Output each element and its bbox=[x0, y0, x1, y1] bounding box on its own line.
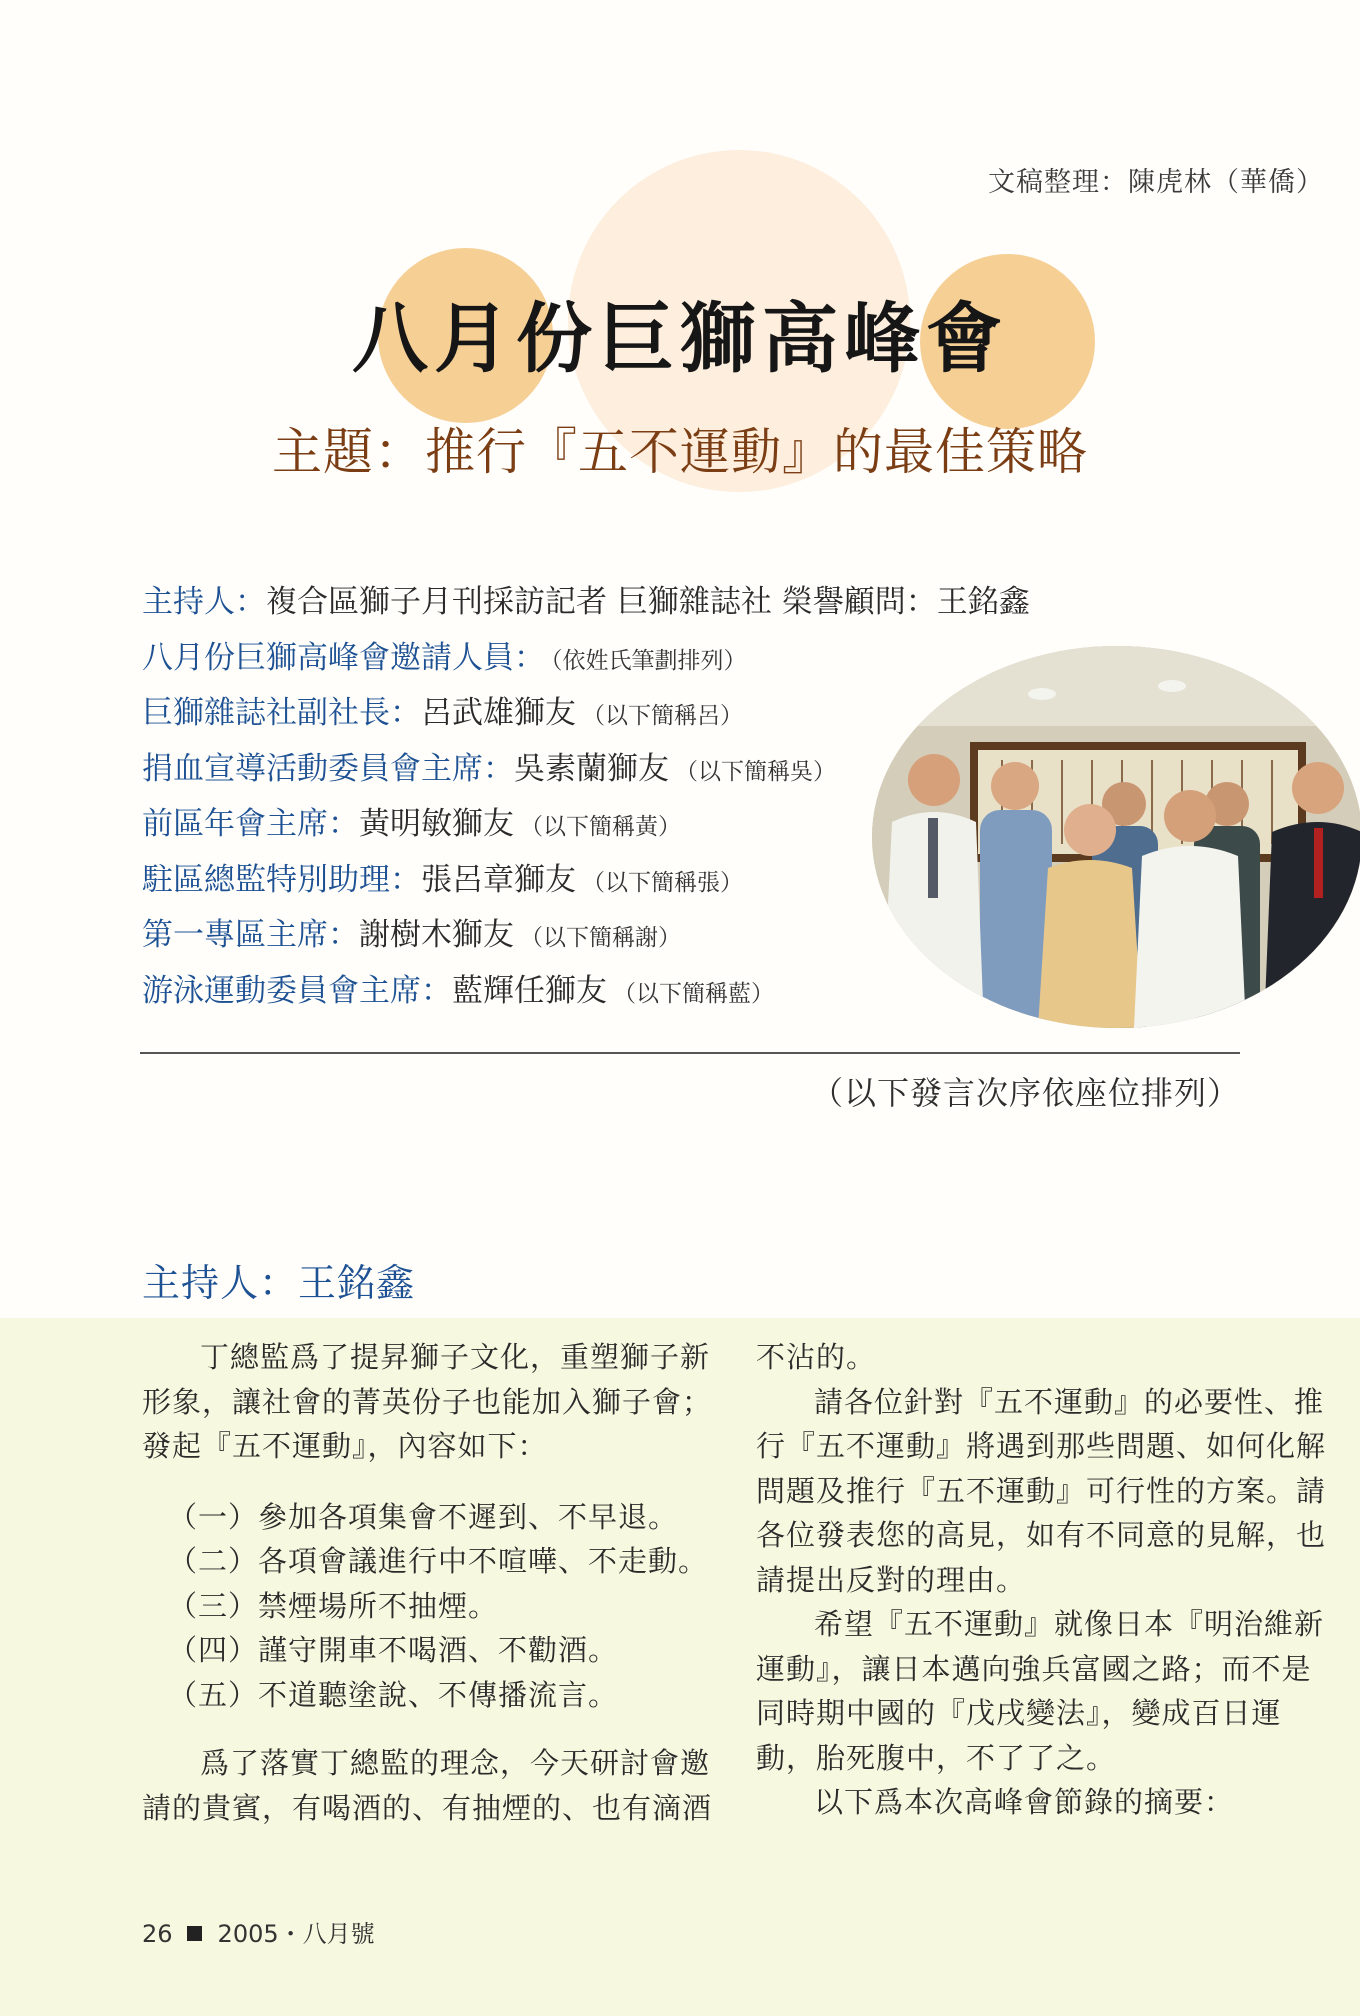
participant-colon: ： bbox=[390, 861, 421, 898]
five-no-list bbox=[168, 1495, 712, 1718]
host-heading: 主持人：王銘鑫 bbox=[142, 1261, 416, 1305]
participant-name: 張呂章獅友 bbox=[421, 861, 576, 898]
participant-name: 呂武雄獅友 bbox=[421, 695, 576, 731]
participant-row-invitees bbox=[142, 632, 1030, 688]
participant-note: （以下簡稱吳） bbox=[675, 758, 836, 785]
author-credit: 文稿整理：陳虎林（華僑） bbox=[988, 167, 1324, 198]
intro-paragraph: 丁總監爲了提昇獅子文化，重塑獅子新形象，讓社會的菁英份子也能加入獅子會；發起『五不運動』，內容如下： bbox=[142, 1340, 713, 1463]
participant-role: 游泳運動委員會主席 bbox=[142, 972, 421, 1009]
participant-role: 八月份巨獅高峰會邀請人員 bbox=[142, 639, 514, 676]
participant-colon: ： bbox=[235, 584, 266, 620]
speaking-order-note: （以下發言次序依座位排列） bbox=[810, 1074, 1240, 1112]
participant-row bbox=[142, 687, 1030, 743]
article-subtitle: 主題：推行『五不運動』的最佳策略 bbox=[272, 423, 1088, 481]
participant-note: （以下簡稱謝） bbox=[520, 925, 681, 951]
participant-colon: ： bbox=[390, 695, 421, 731]
participant-note: （以下簡稱呂） bbox=[582, 703, 743, 729]
body-column-left bbox=[142, 1335, 712, 1830]
participant-row-host bbox=[142, 576, 1030, 632]
list-item: （四）謹守開車不喝酒、不勸酒。 bbox=[168, 1633, 619, 1667]
participant-colon: ： bbox=[328, 917, 359, 953]
participant-role: 第一專區主席 bbox=[142, 917, 328, 953]
paragraph: 以下爲本次高峰會節錄的摘要： bbox=[814, 1785, 1235, 1819]
participant-role: 前區年會主席 bbox=[142, 806, 328, 842]
continuation-text: 不沾的。 bbox=[756, 1340, 877, 1374]
participant-colon: ： bbox=[514, 639, 545, 676]
list-item: （三）禁煙場所不抽煙。 bbox=[168, 1588, 499, 1623]
participant-name: 吳素蘭獅友 bbox=[514, 750, 669, 787]
participant-role: 巨獅雜誌社副社長 bbox=[142, 695, 390, 731]
participant-name: 黃明敏獅友 bbox=[359, 806, 514, 842]
page-number: 26 bbox=[142, 1920, 173, 1948]
participant-role: 主持人 bbox=[142, 584, 235, 620]
article-title: 八月份巨獅高峰會 bbox=[352, 294, 1008, 383]
participant-colon: ： bbox=[483, 750, 514, 787]
section-divider bbox=[140, 1052, 1240, 1054]
participant-note: （以下簡稱黃） bbox=[520, 814, 681, 840]
group-photo-illustration bbox=[872, 646, 1360, 1028]
participant-note: （依姓氏筆劃排列） bbox=[551, 647, 747, 674]
list-item: （五）不道聽塗說、不傳播流言。 bbox=[168, 1677, 619, 1712]
participant-note: （以下簡稱藍） bbox=[613, 980, 774, 1007]
issue-label: 2005・八月號 bbox=[217, 1920, 375, 1948]
participant-role: 捐血宣導活動委員會主席 bbox=[142, 750, 483, 787]
list-item: （二）各項會議進行中不喧嘩、不走動。 bbox=[168, 1544, 709, 1578]
participant-colon: ： bbox=[421, 972, 452, 1009]
paragraph: 希望『五不運動』就像日本『明治維新運動』，讓日本邁向強兵富國之路；而不是同時期中國的『戊戌變法』，變成百日運動，胎死腹中，不了了之。 bbox=[756, 1607, 1325, 1775]
body-column-right bbox=[756, 1335, 1326, 1825]
page-footer bbox=[142, 1914, 375, 1949]
list-item: （一）參加各項集會不遲到、不早退。 bbox=[168, 1499, 679, 1534]
square-bullet-icon bbox=[187, 1926, 202, 1941]
participant-colon: ： bbox=[328, 806, 359, 842]
participant-row bbox=[142, 965, 1030, 1021]
participant-note: （以下簡稱張） bbox=[582, 869, 743, 896]
participant-role: 駐區總監特別助理 bbox=[142, 861, 390, 898]
participant-name: 複合區獅子月刊採訪記者 巨獅雜誌社 榮譽顧問：王銘鑫 bbox=[266, 584, 1030, 620]
closing-paragraph: 爲了落實丁總監的理念，今天研討會邀請的貴賓，有喝酒的、有抽煙的、也有滴酒 bbox=[142, 1746, 713, 1825]
paragraph: 請各位針對『五不運動』的必要性、推行『五不運動』將遇到那些問題、如何化解問題及推行『五不運動』可行性的方案。請各位發表您的高見，如有不同意的見解，也請提出反對的理由。 bbox=[756, 1384, 1327, 1597]
participant-name: 謝樹木獅友 bbox=[359, 917, 514, 953]
participant-name: 藍輝任獅友 bbox=[452, 972, 607, 1009]
group-photo bbox=[872, 646, 1360, 1028]
